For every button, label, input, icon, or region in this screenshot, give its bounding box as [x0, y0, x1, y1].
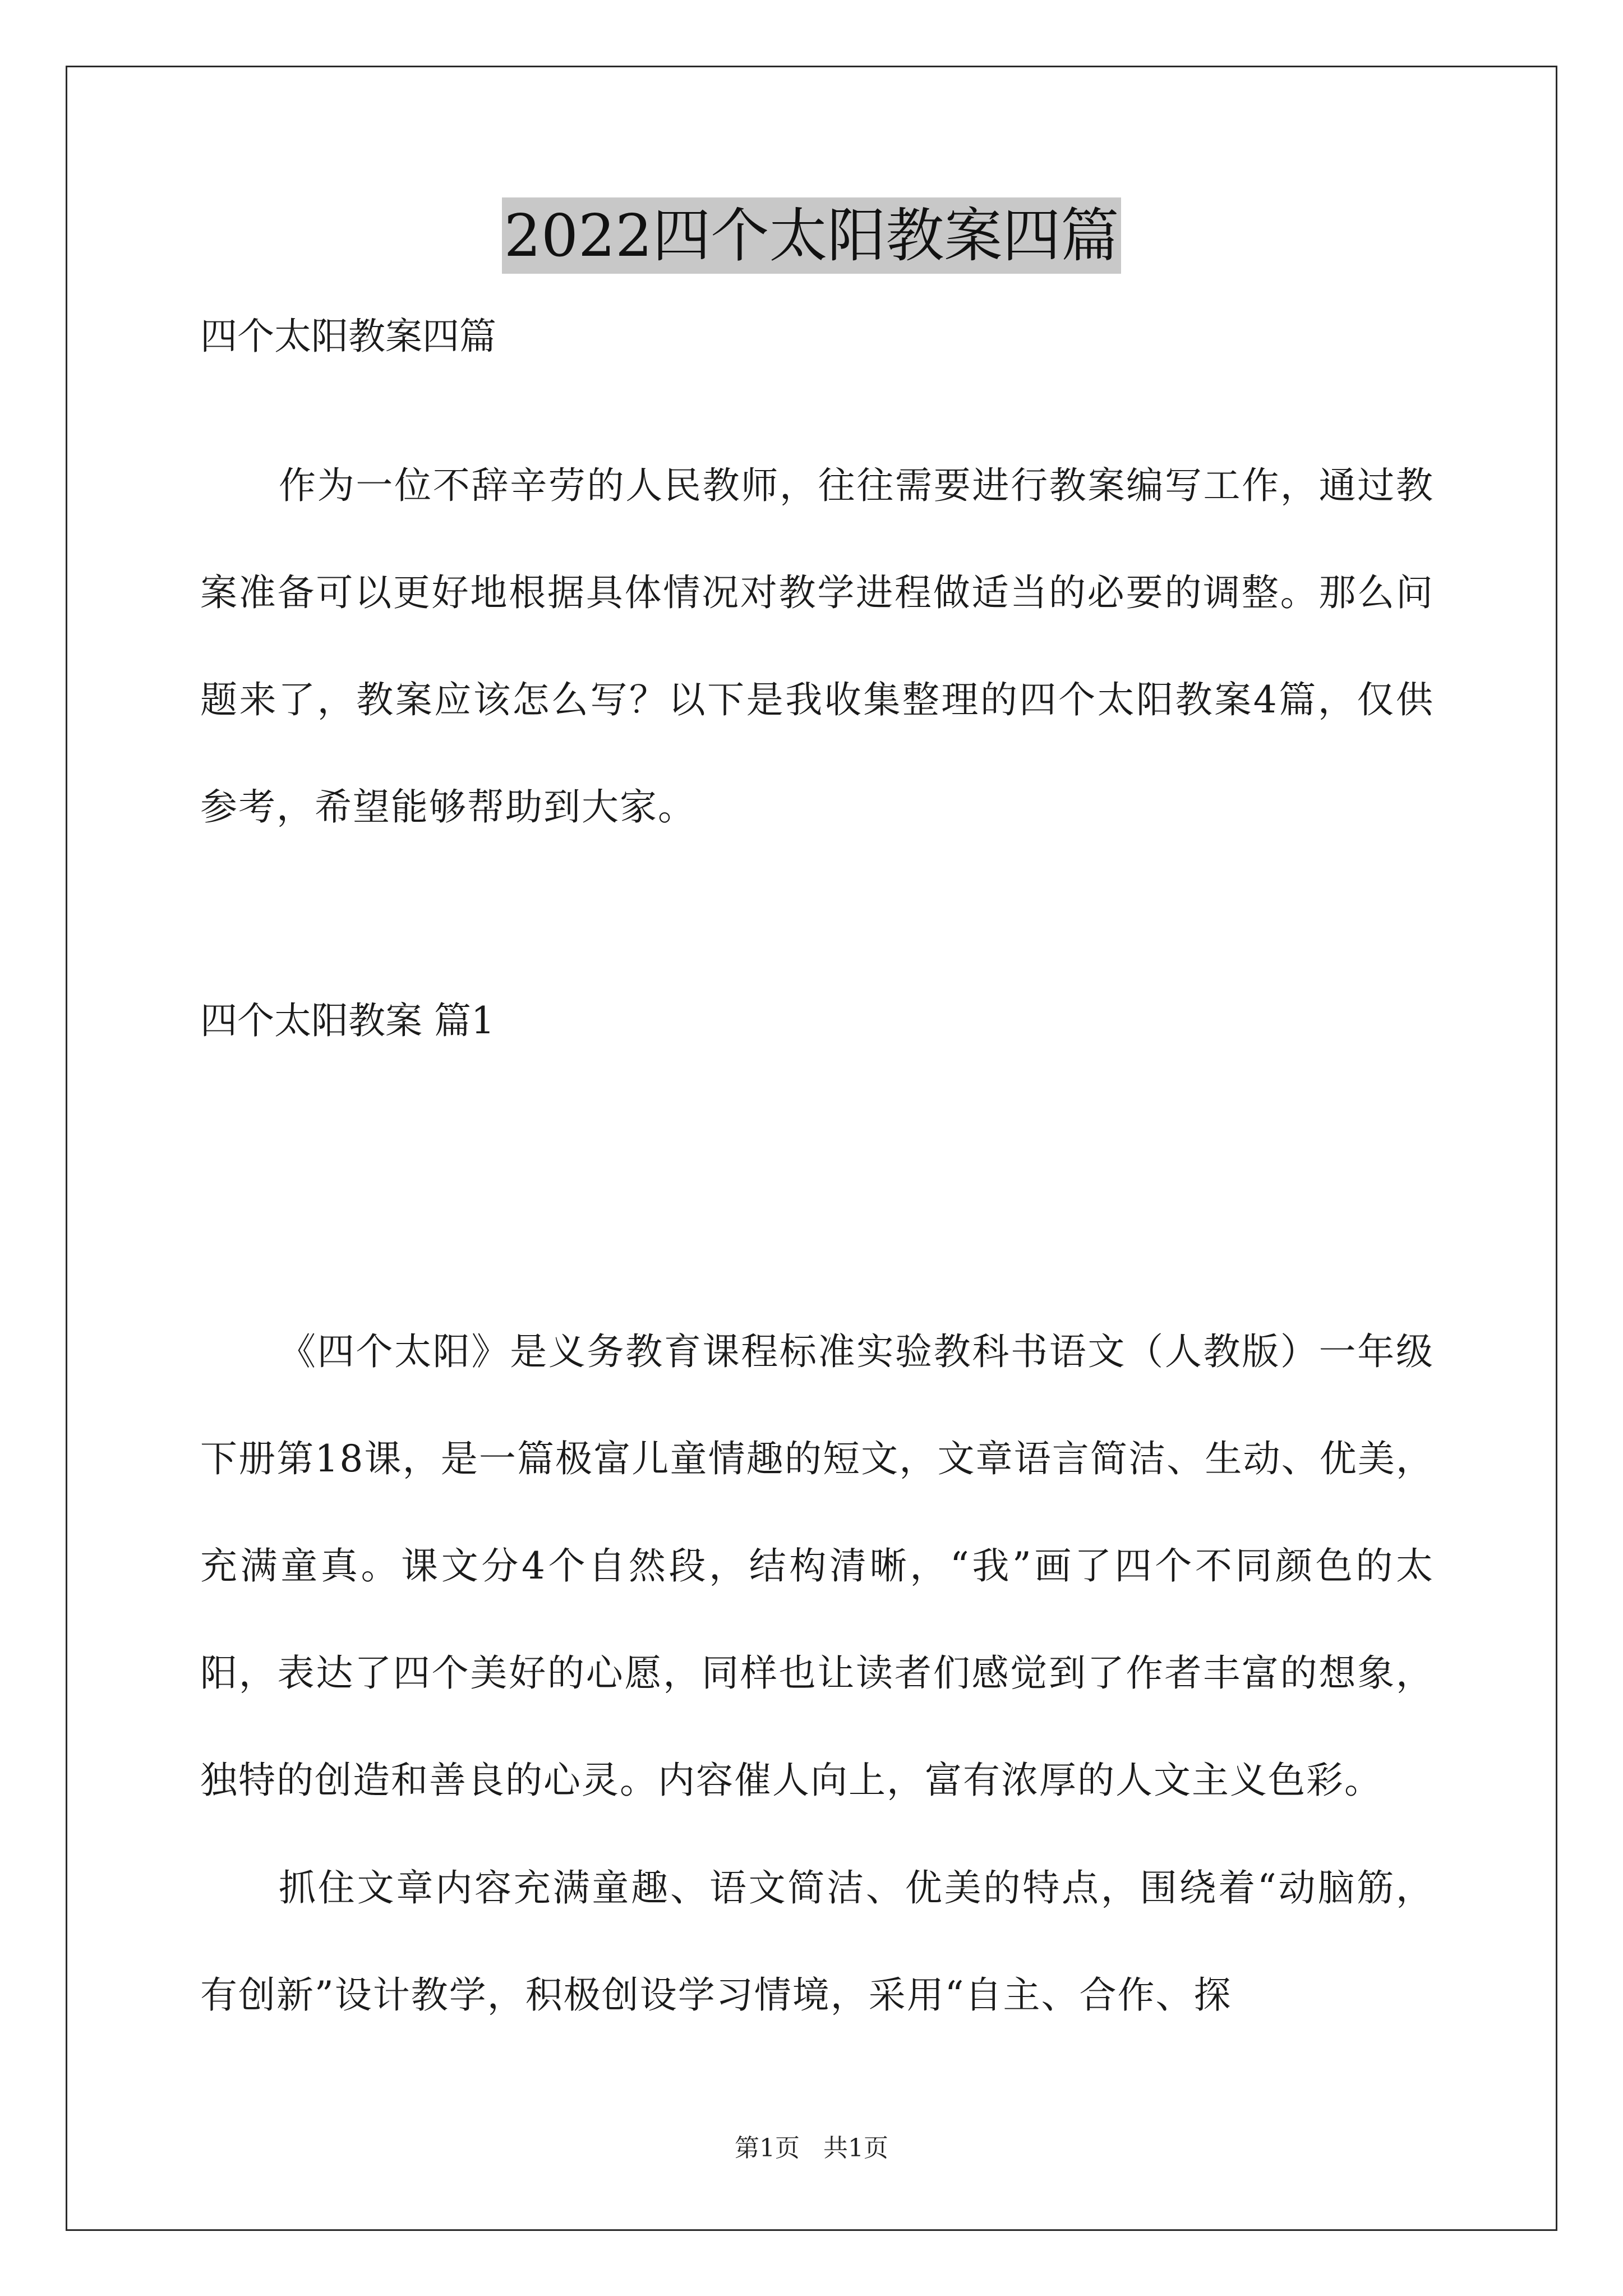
body-paragraph: 《四个太阳》是义务教育课程标准实验教科书语文（人教版）一年级下册第18课，是一篇极富儿童情趣的短文，文章语言简洁、生动、优美，充满童真。课文分4个自然段，结构清晰，“我”画了四个不同颜色的太阳，表达了四个美好的心愿，同样也让读者们感觉到了作者丰富的想象，独特的创造和善良的心灵。内容催人向上，富有浓厚的人文主义色彩。 [200, 1330, 1434, 1802]
section-heading: 四个太阳教案 篇1 [200, 999, 495, 1042]
body-paragraph: 抓住文章内容充满童趣、语文简洁、优美的特点，围绕着“动脑筋，有创新”设计教学，积极创设学习情境，采用“自主、合作、探 [200, 1866, 1434, 2017]
intro-paragraph: 作为一位不辞辛劳的人民教师，往往需要进行教案编写工作，通过教案准备可以更好地根据具体情况对教学进程做适当的必要的调整。那么问题来了，教案应该怎么写？以下是我收集整理的四个太阳教案4篇，仅供参考，希望能够帮助到大家。 [200, 464, 1434, 829]
page-footer: 第1页 共1页 [735, 2134, 888, 2162]
title-wrap [0, 197, 1623, 274]
document-title: 2022四个太阳教案四篇 [502, 197, 1122, 274]
document-subtitle: 四个太阳教案四篇 [200, 315, 496, 358]
